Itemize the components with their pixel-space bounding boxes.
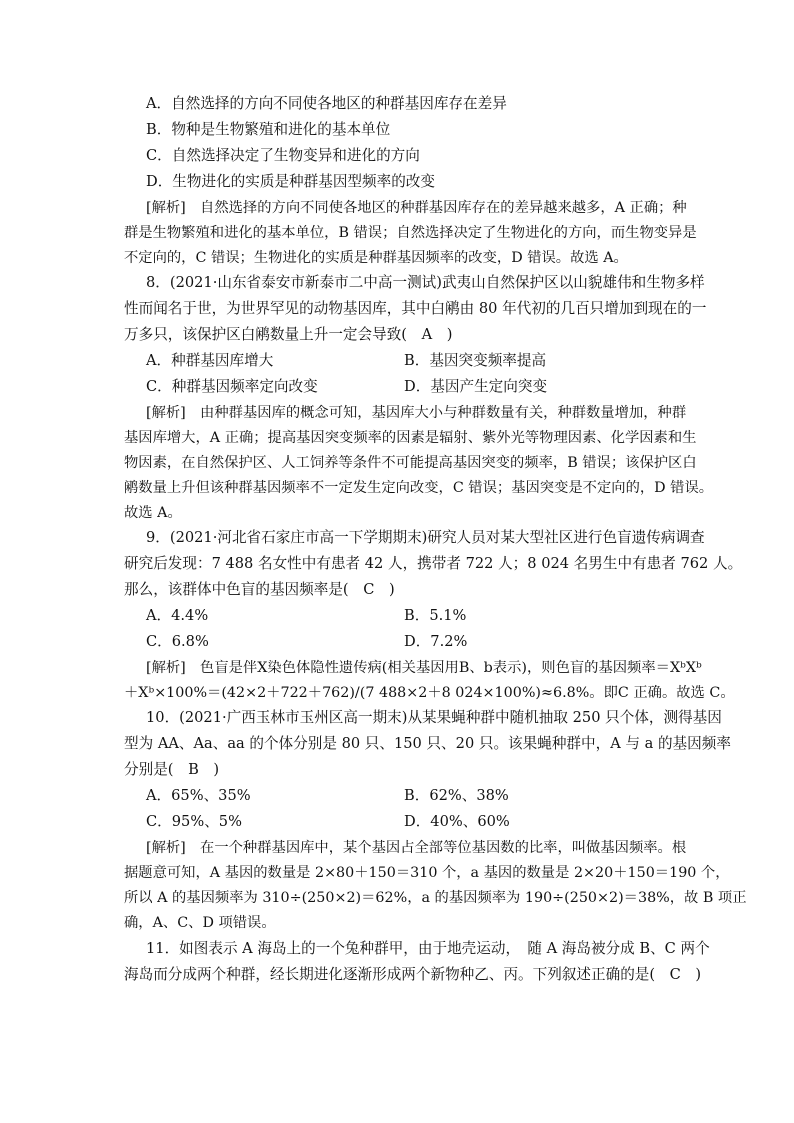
q9-solution-line: ＋Xᵇ×100%＝(42×2＋722＋762)/(7 488×2＋8 024×100%)≈6.8%。即C 正确。故选 C。 xyxy=(124,685,735,701)
q8-option-d: D．基因产生定向突变 xyxy=(404,378,548,395)
q7-option-b: B．物种是生物繁殖和进化的基本单位 xyxy=(146,121,391,138)
q8-solution-line: 基因库增大，A 正确；提高基因突变频率的因素是辐射、紫外光等物理因素、化学因素和生 xyxy=(124,430,697,446)
q7-solution-line: 群是生物繁殖和进化的基本单位，B 错误；自然选择决定了生物进化的方向，而生物变异是 xyxy=(124,225,697,241)
q9-stem-line: 9．(2021·河北省石家庄市高一下学期期末)研究人员对某大型社区进行色盲遗传病调查 xyxy=(146,529,705,546)
q10-option-d: D．40%、60% xyxy=(404,813,510,830)
q9-stem-line: 研究后发现：7 488 名女性中有患者 42 人，携带者 722 人；8 024 名男生中有患者 762 人。 xyxy=(124,555,743,572)
q9-option-b: B．5.1% xyxy=(404,607,467,624)
q9-option-c: C．6.8% xyxy=(146,633,209,650)
q9-option-a: A．4.4% xyxy=(146,607,209,624)
q8-option-b: B．基因突变频率提高 xyxy=(404,352,547,369)
q10-solution-line: 据题意可知，A 基因的数量是 2×80＋150＝310 个，a 基因的数量是 2×20＋150＝190 个， xyxy=(124,865,730,881)
q10-option-b: B．62%、38% xyxy=(404,787,509,804)
q8-stem-line: 万多只，该保护区白鹇数量上升一定会导致( A ) xyxy=(124,326,453,343)
q10-stem-line: 10．(2021·广西玉林市玉州区高一期末)从某果蝇种群中随机抽取 250 只个体，测得基因 xyxy=(146,709,722,726)
q7-solution-line: 不定向的，C 错误；生物进化的实质是种群基因频率的改变，D 错误。故选 A。 xyxy=(124,250,628,266)
q7-option-d: D．生物进化的实质是种群基因型频率的改变 xyxy=(146,173,435,190)
q9-solution-line: [解析] 色盲是伴X染色体隐性遗传病(相关基因用B、b表示)，则色盲的基因频率＝XᵇXᵇ xyxy=(146,660,702,676)
q9-option-d: D．7.2% xyxy=(404,633,468,650)
q10-stem-line: 型为 AA、Aa、aa 的个体分别是 80 只、150 只、20 只。该果蝇种群中，A 与 a 的基因频率 xyxy=(124,735,731,752)
q8-solution-line: 鹇数量上升但该种群基因频率不一定发生定向改变，C 错误；基因突变是不定向的，D 错误。 xyxy=(124,480,714,496)
q9-stem-line: 那么，该群体中色盲的基因频率是( C ) xyxy=(124,581,395,598)
q7-option-a: A．自然选择的方向不同使各地区的种群基因库存在差异 xyxy=(146,95,507,112)
q8-solution-line: 物因素，在自然保护区、人工饲养等条件不可能提高基因突变的频率，B 错误；该保护区白 xyxy=(124,455,697,471)
q8-option-c: C．种群基因频率定向改变 xyxy=(146,378,318,395)
q8-solution-line: 故选 A。 xyxy=(124,505,182,521)
q10-solution-line: 所以 A 的基因频率为 310÷(250×2)＝62%，a 的基因频率为 190÷(250×2)＝38%，故 B 项正 xyxy=(124,890,747,906)
q8-option-a: A．种群基因库增大 xyxy=(146,352,274,369)
q8-stem-line: 8．(2021·山东省泰安市新泰市二中高一测试)武夷山自然保护区以山貌雄伟和生物多样 xyxy=(146,274,705,291)
q10-solution-line: [解析] 在一个种群基因库中，某个基因占全部等位基因数的比率，叫做基因频率。根 xyxy=(146,840,687,856)
q11-stem-line: 海岛而分成两个种群，经长期进化逐渐形成两个新物种乙、丙。下列叙述正确的是( C ) xyxy=(124,966,702,983)
q10-option-a: A．65%、35% xyxy=(146,787,251,804)
q10-stem-line: 分别是( B ) xyxy=(124,761,220,778)
q7-solution-line: [解析] 自然选择的方向不同使各地区的种群基因库存在的差异越来越多，A 正确；种 xyxy=(146,200,687,216)
q10-option-c: C．95%、5% xyxy=(146,813,242,830)
q11-stem-line: 11．如图表示 A 海岛上的一个兔种群甲，由于地壳运动， 随 A 海岛被分成 B、C 两个 xyxy=(146,940,710,957)
q7-option-c: C．自然选择决定了生物变异和进化的方向 xyxy=(146,147,420,164)
q8-stem-line: 性而闻名于世，为世界罕见的动物基因库，其中白鹇由 80 年代初的几百只增加到现在的一 xyxy=(124,300,707,317)
q10-solution-line: 确，A、C、D 项错误。 xyxy=(124,915,276,931)
q8-solution-line: [解析] 由种群基因库的概念可知，基因库大小与种群数量有关，种群数量增加，种群 xyxy=(146,405,687,421)
